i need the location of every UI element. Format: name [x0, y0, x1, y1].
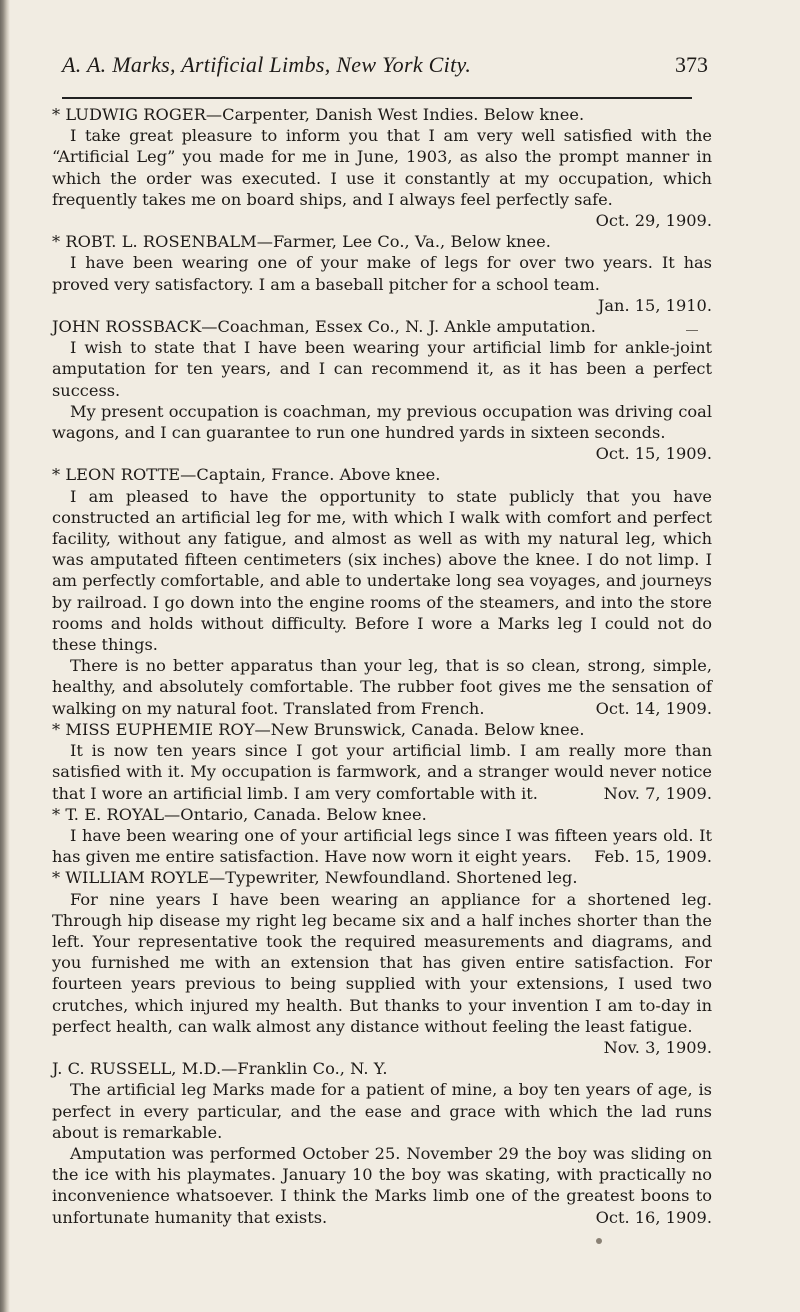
- page-number: 373: [675, 52, 708, 77]
- testimonial-text: The artificial leg Marks made for a patient of mine, a boy ten years of age, is perfect in every particular, and the ease and grace with which the lad runs about is remarkable.: [52, 1080, 712, 1142]
- testimonial-paragraph: [52, 125, 712, 231]
- testimonial-text: I have been wearing one of your artificial legs since I was fifteen years old. It has given me entire satisfaction. Have now worn it eight years.: [52, 825, 712, 867]
- testimonial-text: I have been wearing one of your make of legs for over two years. It has proved very satisfactory. I am a baseball pitcher for a school team.: [52, 253, 712, 294]
- testimonial-paragraph: [52, 252, 712, 316]
- testimonial-paragraph: [52, 337, 712, 401]
- testimonial-date: Feb. 15, 1909.: [594, 847, 712, 867]
- testimonial-entry: [52, 104, 712, 231]
- testimonial-text: My present occupation is coachman, my previous occupation was driving coal wagons, and I can guarantee to run one hundred yards in sixteen seconds.: [52, 401, 712, 443]
- testimonial-text: There is no better apparatus than your leg, that is so clean, strong, simple, healthy, and absolutely comfortable. The rubber foot gives me the sensation of walking on my natural foot. Translated from French.: [52, 656, 712, 718]
- testimonial-paragraph: [52, 825, 712, 867]
- testimonial-heading: * WILLIAM ROYLE—Typewriter, Newfoundland. Shortened leg.: [52, 868, 578, 888]
- testimonial-paragraph: [52, 1079, 712, 1143]
- ink-speck: [596, 1238, 602, 1244]
- testimonial-entry: [52, 867, 712, 1058]
- testimonial-date: Nov. 3, 1909.: [603, 1037, 712, 1057]
- testimonial-date: Nov. 7, 1909.: [603, 783, 712, 803]
- testimonial-entry: [52, 1058, 712, 1228]
- testimonial-heading: JOHN ROSSBACK—Coachman, Essex Co., N. J. Ankle amputation.: [52, 317, 596, 337]
- testimonial-date: Oct. 14, 1909.: [595, 698, 712, 718]
- running-title: A. A. Marks, Artificial Limbs, New York City.: [62, 52, 472, 77]
- book-gutter: [0, 0, 10, 1312]
- testimonial-heading: * LUDWIG ROGER—Carpenter, Danish West Indies. Below knee.: [52, 105, 585, 124]
- testimonial-paragraph: [52, 655, 712, 719]
- testimonial-entry: [52, 464, 712, 718]
- testimonial-paragraph: [52, 486, 712, 656]
- running-header: [52, 50, 708, 84]
- testimonial-entry: [52, 719, 712, 804]
- testimonial-text: It is now ten years since I got your artificial limb. I am really more than satisfied with it. My occupation is farmwork, and a stranger would never notice that I wore an artificial limb. I am very comfortable with it.: [52, 741, 712, 803]
- testimonial-paragraph: [52, 401, 712, 465]
- testimonial-paragraph: [52, 889, 712, 1059]
- testimonial-date: Oct. 16, 1909.: [595, 1207, 712, 1227]
- testimonial-heading: * LEON ROTTE—Captain, France. Above knee.: [52, 465, 441, 485]
- testimonial-text: I am pleased to have the opportunity to state publicly that you have constructed an artificial leg for me, with which I walk with comfort and perfect facility, without any fatigue, and almost as well as with my natural leg, which was amputated fifteen centimeters (six inches) above the knee. I do not limp. I am perfectly comfortable, and able to undertake long sea voyages, and journeys by railroad. I go down into the engine rooms of the steamers, and into the store rooms and holds without difficulty. Before I wore a Marks leg I could not do these things.: [52, 486, 712, 655]
- testimonial-paragraph: [52, 1143, 712, 1228]
- testimonial-text: I take great pleasure to inform you that I am very well satisfied with the “Artificial Leg” you made for me in June, 1903, as also the prompt manner in which the order was executed. I use it constantly at my occupation, which frequently takes me on board ships, and I always feel perfectly safe.: [52, 126, 712, 209]
- testimonial-text: I wish to state that I have been wearing your artificial limb for ankle-joint amputation for ten years, and I can recommend it, as it has been a perfect success.: [52, 338, 712, 400]
- testimonial-heading: J. C. RUSSELL, M.D.—Franklin Co., N. Y.: [52, 1059, 388, 1079]
- testimonials-list: [52, 104, 712, 1228]
- testimonial-heading: * MISS EUPHEMIE ROY—New Brunswick, Canada. Below knee.: [52, 719, 585, 739]
- testimonial-paragraph: [52, 740, 712, 804]
- testimonial-entry: [52, 804, 712, 868]
- testimonial-date: Jan. 15, 1910.: [597, 295, 712, 315]
- testimonial-text: For nine years I have been wearing an appliance for a shortened leg. Through hip disease my right leg became six and a half inches shorter than the left. Your representative took the required measurements and diagrams, and you furnished me with an extension that has given entire satisfaction. For fourteen years previous to being supplied with your extensions, I used two crutches, which injured my health. But thanks to your invention I am to-day in perfect health, can walk almost any distance without feeling the least fatigue.: [52, 889, 712, 1036]
- testimonial-date: Oct. 15, 1909.: [595, 444, 712, 464]
- testimonial-date: Oct. 29, 1909.: [595, 211, 712, 231]
- testimonial-text: Amputation was performed October 25. November 29 the boy was sliding on the ice with his playmates. January 10 the boy was skating, with practically no inconvenience whatsoever. I think the Marks limb one of the greatest boons to unfortunate humanity that exists.: [52, 1143, 712, 1227]
- testimonial-entry: [52, 231, 712, 316]
- testimonial-entry: [52, 316, 712, 464]
- testimonial-heading: * T. E. ROYAL—Ontario, Canada. Below knee.: [52, 804, 427, 824]
- header-rule: [62, 97, 692, 99]
- testimonial-heading: * ROBT. L. ROSENBALM—Farmer, Lee Co., Va., Below knee.: [52, 232, 551, 252]
